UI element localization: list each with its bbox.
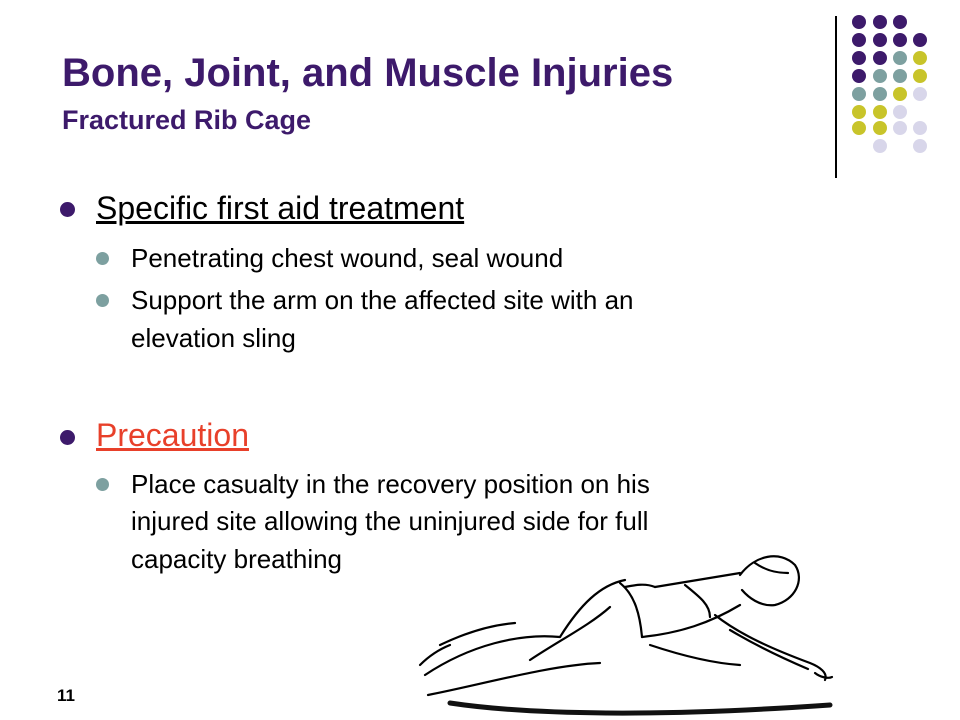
slide-title: Bone, Joint, and Muscle Injuries bbox=[62, 51, 674, 95]
treatment-item-2-line-1: Support the arm on the affected site with an bbox=[131, 285, 634, 315]
precaution-link[interactable]: Precaution bbox=[96, 417, 249, 453]
recovery-position-illustration bbox=[410, 545, 850, 720]
section-heading-treatment: Specific first aid treatment bbox=[96, 190, 465, 226]
sub-bullet-icon bbox=[96, 478, 109, 491]
precaution-item-line-3: capacity breathing bbox=[131, 544, 343, 574]
slide-subtitle: Fractured Rib Cage bbox=[62, 105, 312, 135]
precaution-item-line-1: Place casualty in the recovery position on his bbox=[131, 469, 650, 499]
page-number: 11 bbox=[57, 686, 75, 705]
decorative-dot-grid bbox=[0, 0, 960, 180]
sub-bullet-icon bbox=[96, 294, 109, 307]
bullet-icon bbox=[60, 430, 75, 445]
treatment-item-2-line-2: elevation sling bbox=[131, 323, 296, 353]
sub-bullet-icon bbox=[96, 252, 109, 265]
precaution-item-line-2: injured site allowing the uninjured side for full bbox=[131, 506, 649, 536]
treatment-item-1: Penetrating chest wound, seal wound bbox=[131, 243, 564, 273]
bullet-icon bbox=[60, 202, 75, 217]
